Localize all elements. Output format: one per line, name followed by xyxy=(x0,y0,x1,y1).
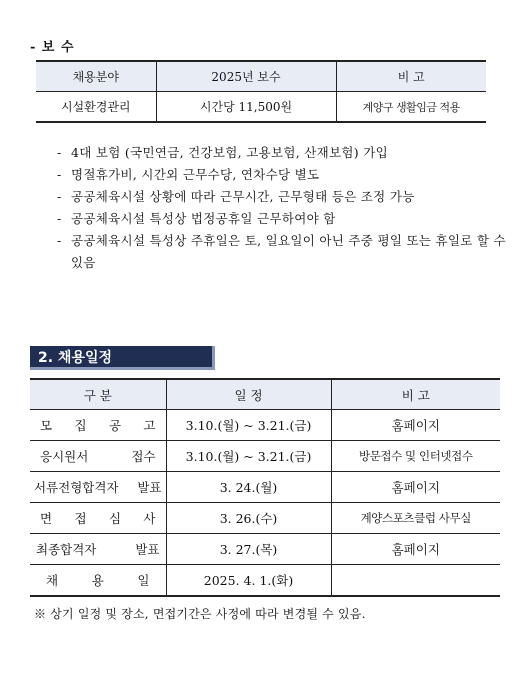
pay-header-row xyxy=(36,61,486,92)
schedule-table xyxy=(30,378,500,597)
benefit-text: 공공체육시설 상황에 따라 근무시간, 근무형태 등은 조정 가능 xyxy=(71,189,415,204)
schedule-date: 3.10.(월) ~ 3.21.(금) xyxy=(166,410,331,441)
bullet-dash: - xyxy=(57,145,62,160)
pay-note: 계양구 생활임금 적용 xyxy=(336,92,486,123)
benefit-item xyxy=(57,208,507,230)
schedule-header-date-text: 일 정 xyxy=(234,387,263,403)
benefit-text: 명절휴가비, 시간외 근무수당, 연차수당 별도 xyxy=(71,167,320,182)
schedule-header-date xyxy=(166,379,331,410)
schedule-row xyxy=(30,441,500,472)
benefit-item xyxy=(57,142,507,164)
schedule-row xyxy=(30,534,500,565)
schedule-row xyxy=(30,410,500,441)
section-title: 2. 채용일정 xyxy=(30,346,215,370)
pay-header-salary: 2025년 보수 xyxy=(156,61,336,92)
bullet-dash: - xyxy=(57,233,62,248)
schedule-date: 3. 24.(월) xyxy=(166,472,331,503)
pay-field: 시설환경관리 xyxy=(36,92,156,123)
schedule-row xyxy=(30,503,500,534)
bullet-dash: - xyxy=(57,211,62,226)
schedule-note: 계양스포츠클럽 사무실 xyxy=(331,503,500,534)
benefit-text: 공공체육시설 특성상 주휴일은 토, 일요일이 아닌 주중 평일 또는 휴일로 할 수 있음 xyxy=(71,233,506,270)
schedule-item: 모 집 공 고 xyxy=(30,410,166,441)
schedule-date: 3.10.(월) ~ 3.21.(금) xyxy=(166,441,331,472)
schedule-date: 2025. 4. 1.(화) xyxy=(166,565,331,597)
schedule-note: 방문접수 및 인터넷접수 xyxy=(331,441,500,472)
schedule-item: 서류전형합격자 발표 xyxy=(30,472,166,503)
schedule-note: 홈페이지 xyxy=(331,410,500,441)
pay-header-note: 비 고 xyxy=(336,61,486,92)
pay-row xyxy=(36,92,486,123)
schedule-item: 최종합격자 발표 xyxy=(30,534,166,565)
benefit-text: 4대 보험 (국민연금, 건강보험, 고용보험, 산재보험) 가입 xyxy=(71,145,388,160)
schedule-header-row xyxy=(30,379,500,410)
benefit-item xyxy=(57,230,507,274)
bullet-dash: - xyxy=(57,189,62,204)
schedule-item: 응시원서 접수 xyxy=(30,441,166,472)
schedule-item: 면 접 심 사 xyxy=(30,503,166,534)
schedule-date: 3. 27.(목) xyxy=(166,534,331,565)
schedule-item: 채 용 일 xyxy=(30,565,166,597)
benefit-list xyxy=(57,142,507,274)
schedule-header-note xyxy=(331,379,500,410)
schedule-row xyxy=(30,472,500,503)
schedule-note-text: ※ 상기 일정 및 장소, 면접기간은 사정에 따라 변경될 수 있음. xyxy=(34,607,366,621)
schedule-note: 홈페이지 xyxy=(331,534,500,565)
pay-header-field: 채용분야 xyxy=(36,61,156,92)
pay-table xyxy=(36,60,486,123)
schedule-row xyxy=(30,565,500,597)
pay-salary: 시간당 11,500원 xyxy=(156,92,336,123)
schedule-note xyxy=(331,565,500,597)
benefit-item xyxy=(57,186,507,208)
schedule-note: 홈페이지 xyxy=(331,472,500,503)
schedule-header-category xyxy=(30,379,166,410)
benefit-text: 공공체육시설 특성상 법정공휴일 근무하여야 함 xyxy=(71,211,336,226)
bullet-dash: - xyxy=(57,167,62,182)
schedule-date: 3. 26.(수) xyxy=(166,503,331,534)
benefit-item xyxy=(57,164,507,186)
schedule-header-category-text: 구 분 xyxy=(83,387,112,403)
schedule-header-note-text: 비 고 xyxy=(401,387,430,403)
pay-heading: - 보 수 xyxy=(30,40,75,55)
